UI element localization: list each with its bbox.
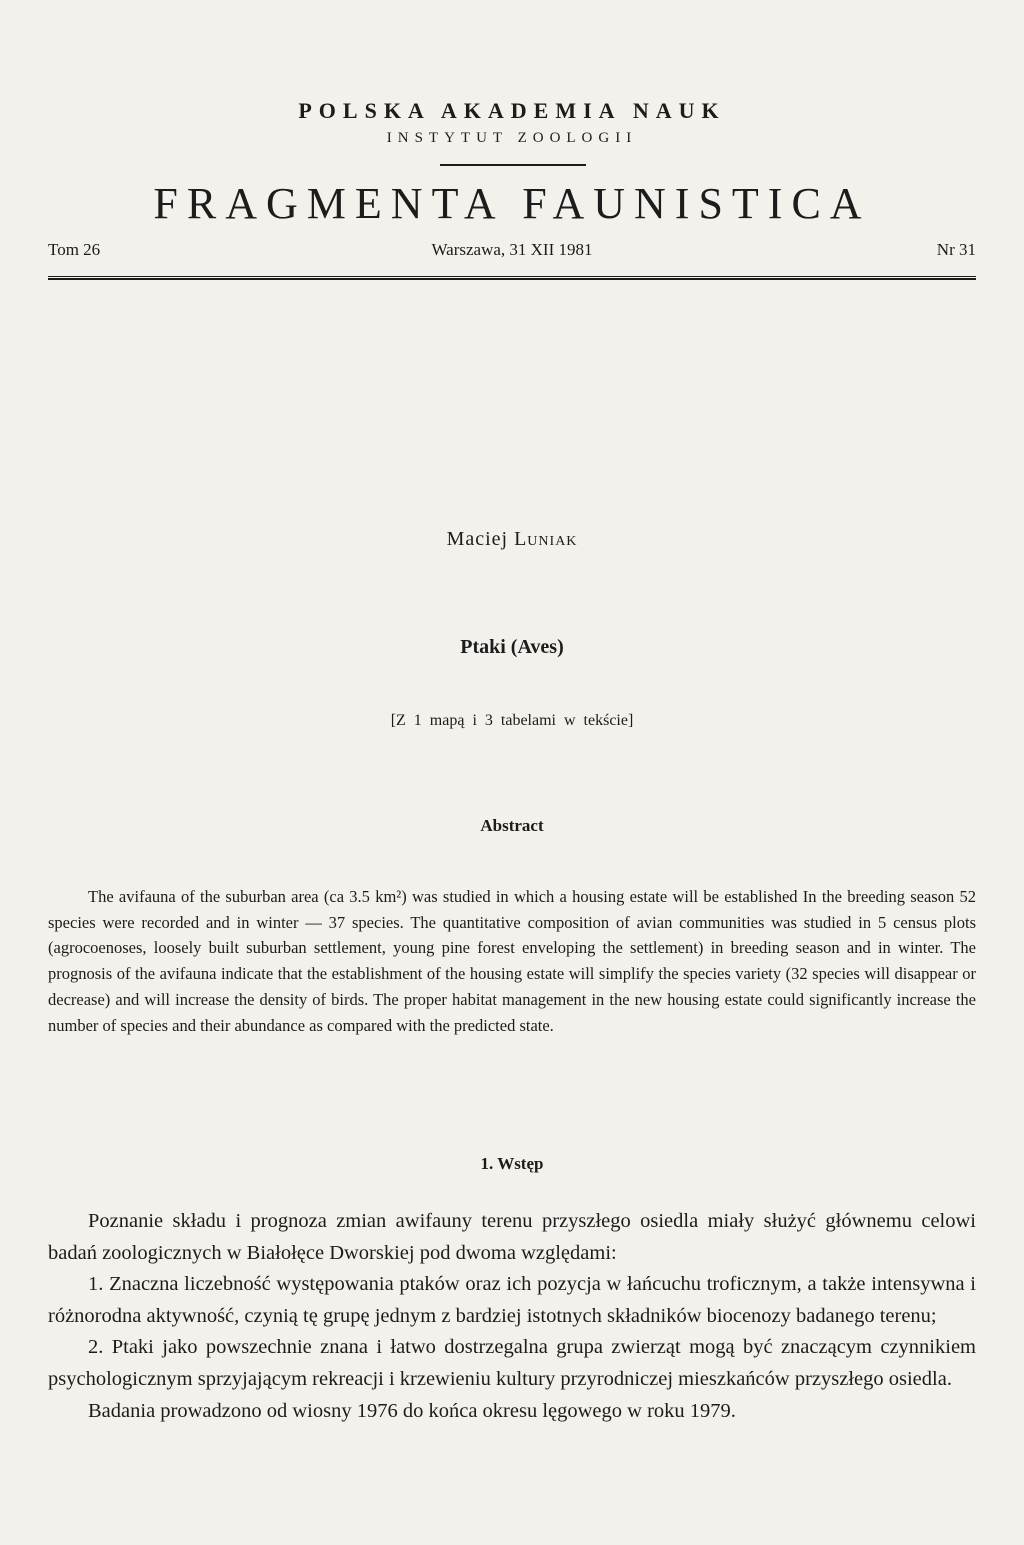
institute-name: INSTYTUT ZOOLOGII bbox=[386, 130, 638, 146]
publication-place-date: Warszawa, 31 XII 1981 bbox=[431, 240, 593, 259]
article-title: Ptaki (Aves) bbox=[460, 636, 564, 658]
body-paragraph: Badania prowadzono od wiosny 1976 do końca okresu lęgowego w roku 1979. bbox=[88, 1399, 736, 1422]
section-heading: 1. Wstęp bbox=[480, 1154, 544, 1173]
academy-name: POLSKA AKADEMIA NAUK bbox=[298, 98, 726, 123]
issue-info-row bbox=[48, 240, 976, 266]
header-double-rule bbox=[48, 276, 976, 280]
author-first-name: Maciej bbox=[446, 528, 509, 550]
body-paragraph: 2. Ptaki jako powszechnie znana i łatwo dostrzegalna grupa zwierząt mogą być znaczącym czynnikiem psychologicznym sprzyjającym rekreacji i krzewieniu kultury przyrodniczej mieszkańców przyszłego osiedla. bbox=[48, 1336, 976, 1390]
article-subtitle: [Z 1 mapą i 3 tabelami w tekście] bbox=[390, 712, 634, 729]
body-paragraph: 1. Znaczna liczebność występowania ptaków oraz ich pozycja w łańcuchu troficznym, a także intensywna i różnorodna aktywność, czynią tę grupę jednym z bardziej istotnych składników biocenozy badanego terenu; bbox=[48, 1273, 976, 1327]
header-divider bbox=[440, 164, 586, 166]
article-author bbox=[0, 528, 1024, 551]
volume-number: Tom 26 bbox=[48, 240, 101, 259]
abstract-heading: Abstract bbox=[480, 816, 544, 835]
issue-number: Nr 31 bbox=[936, 240, 976, 259]
body-paragraph: Poznanie składu i prognoza zmian awifauny terenu przyszłego osiedla miały służyć głównemu celowi badań zoologicznych w Białołęce Dworskiej pod dwoma względami: bbox=[48, 1210, 976, 1264]
section-body bbox=[48, 1206, 976, 1427]
abstract-text: The avifauna of the suburban area (ca 3.5 km²) was studied in which a housing estate will be established In the breeding season 52 species were recorded and in winter — 37 species. The quantitative composition of avian communities was studied in 5 census plots (agrocoenoses, loosely built suburban settlement, young pine forest enveloping the settlement) in breeding season and in winter. The prognosis of the avifauna indicate that the establishment of the housing estate will simplify the species variety (32 species will disappear or decrease) and will increase the density of birds. The proper habitat management in the new housing estate could significantly increase the number of species and their abundance as compared with the predicted state. bbox=[48, 887, 976, 1035]
journal-title: FRAGMENTA FAUNISTICA bbox=[153, 179, 871, 228]
author-last-name: Luniak bbox=[514, 528, 578, 550]
